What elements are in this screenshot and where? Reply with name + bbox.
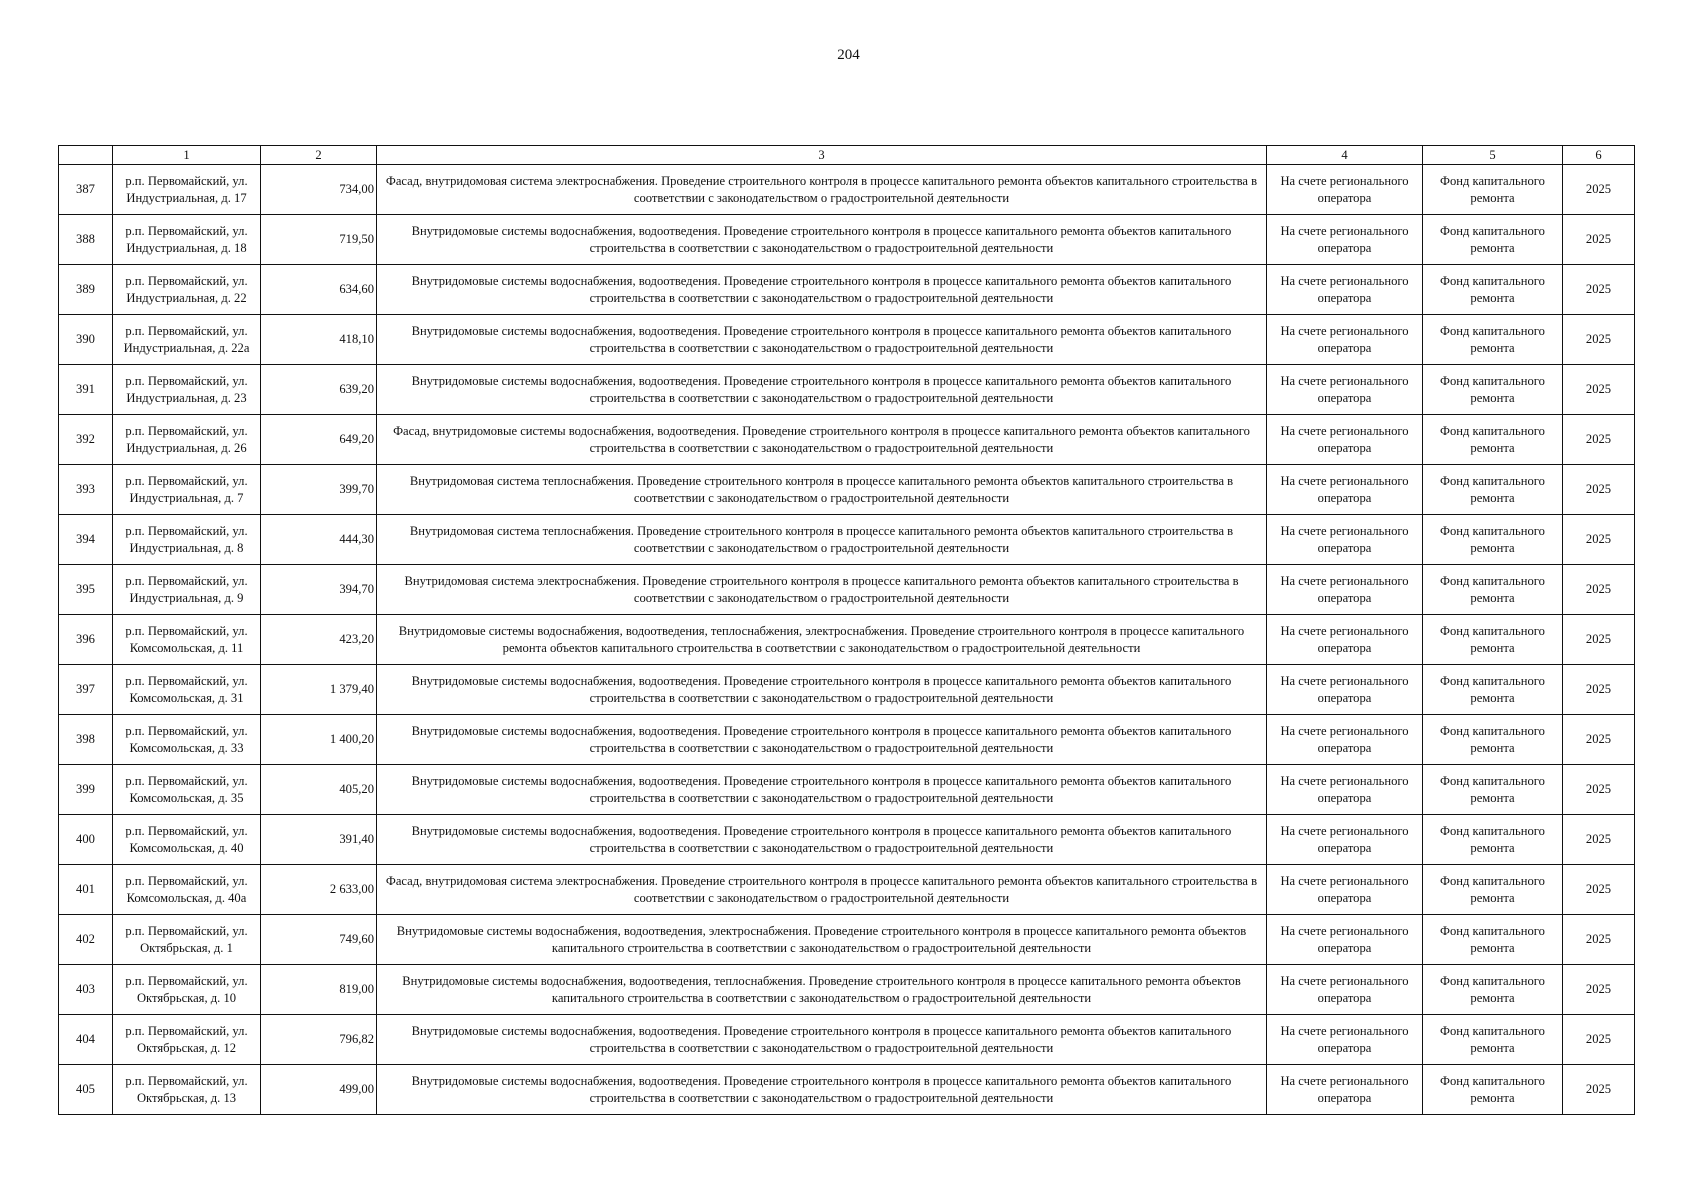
row-number: 397	[59, 665, 113, 715]
work-description-cell: Внутридомовые системы водоснабжения, водоотведения, электроснабжения. Проведение строительного контроля в процессе капитального ремонта объектов капитального строительства в соответствии с законодательством о градостроительной деятельности	[377, 915, 1267, 965]
row-number: 389	[59, 265, 113, 315]
address-cell: р.п. Первомайский, ул. Комсомольская, д. 40	[113, 815, 261, 865]
table-row	[59, 515, 1635, 565]
table-row	[59, 715, 1635, 765]
funding-source-cell: Фонд капитального ремонта	[1423, 165, 1563, 215]
header-cell-3: 3	[377, 146, 1267, 165]
year-cell: 2025	[1563, 865, 1635, 915]
area-cell: 819,00	[261, 965, 377, 1015]
address-cell: р.п. Первомайский, ул. Индустриальная, д. 22а	[113, 315, 261, 365]
header-cell-num	[59, 146, 113, 165]
table-row	[59, 365, 1635, 415]
area-cell: 639,20	[261, 365, 377, 415]
table-row	[59, 165, 1635, 215]
header-row	[59, 146, 1635, 165]
work-description-cell: Внутридомовые системы водоснабжения, водоотведения, теплоснабжения. Проведение строительного контроля в процессе капитального ремонта объектов капитального строительства в соответствии с законодательством о градостроительной деятельности	[377, 965, 1267, 1015]
work-description-cell: Внутридомовые системы водоснабжения, водоотведения. Проведение строительного контроля в процессе капитального ремонта объектов капитального строительства в соответствии с законодательством о градостроительной деятельности	[377, 815, 1267, 865]
row-number: 405	[59, 1065, 113, 1115]
funding-source-cell: Фонд капитального ремонта	[1423, 415, 1563, 465]
year-cell: 2025	[1563, 215, 1635, 265]
area-cell: 634,60	[261, 265, 377, 315]
year-cell: 2025	[1563, 565, 1635, 615]
header-cell-1: 1	[113, 146, 261, 165]
year-cell: 2025	[1563, 715, 1635, 765]
year-cell: 2025	[1563, 1065, 1635, 1115]
year-cell: 2025	[1563, 315, 1635, 365]
row-number: 403	[59, 965, 113, 1015]
funding-source-cell: Фонд капитального ремонта	[1423, 215, 1563, 265]
year-cell: 2025	[1563, 415, 1635, 465]
account-method-cell: На счете регионального оператора	[1267, 965, 1423, 1015]
row-number: 388	[59, 215, 113, 265]
table-body	[59, 165, 1635, 1115]
year-cell: 2025	[1563, 265, 1635, 315]
repair-program-table	[58, 145, 1635, 1115]
year-cell: 2025	[1563, 465, 1635, 515]
address-cell: р.п. Первомайский, ул. Индустриальная, д. 26	[113, 415, 261, 465]
funding-source-cell: Фонд капитального ремонта	[1423, 615, 1563, 665]
table-row	[59, 865, 1635, 915]
table-row	[59, 665, 1635, 715]
year-cell: 2025	[1563, 365, 1635, 415]
funding-source-cell: Фонд капитального ремонта	[1423, 765, 1563, 815]
area-cell: 499,00	[261, 1065, 377, 1115]
table-row	[59, 465, 1635, 515]
funding-source-cell: Фонд капитального ремонта	[1423, 465, 1563, 515]
area-cell: 734,00	[261, 165, 377, 215]
account-method-cell: На счете регионального оператора	[1267, 215, 1423, 265]
year-cell: 2025	[1563, 1015, 1635, 1065]
table-row	[59, 765, 1635, 815]
page-number: 204	[837, 47, 860, 63]
area-cell: 391,40	[261, 815, 377, 865]
area-cell: 749,60	[261, 915, 377, 965]
account-method-cell: На счете регионального оператора	[1267, 915, 1423, 965]
work-description-cell: Внутридомовые системы водоснабжения, водоотведения. Проведение строительного контроля в процессе капитального ремонта объектов капитального строительства в соответствии с законодательством о градостроительной деятельности	[377, 215, 1267, 265]
account-method-cell: На счете регионального оператора	[1267, 265, 1423, 315]
account-method-cell: На счете регионального оператора	[1267, 765, 1423, 815]
address-cell: р.п. Первомайский, ул. Комсомольская, д. 33	[113, 715, 261, 765]
funding-source-cell: Фонд капитального ремонта	[1423, 365, 1563, 415]
work-description-cell: Внутридомовые системы водоснабжения, водоотведения. Проведение строительного контроля в процессе капитального ремонта объектов капитального строительства в соответствии с законодательством о градостроительной деятельности	[377, 1015, 1267, 1065]
row-number: 400	[59, 815, 113, 865]
account-method-cell: На счете регионального оператора	[1267, 365, 1423, 415]
address-cell: р.п. Первомайский, ул. Индустриальная, д. 8	[113, 515, 261, 565]
work-description-cell: Внутридомовые системы водоснабжения, водоотведения. Проведение строительного контроля в процессе капитального ремонта объектов капитального строительства в соответствии с законодательством о градостроительной деятельности	[377, 1065, 1267, 1115]
funding-source-cell: Фонд капитального ремонта	[1423, 1015, 1563, 1065]
year-cell: 2025	[1563, 815, 1635, 865]
area-cell: 444,30	[261, 515, 377, 565]
address-cell: р.п. Первомайский, ул. Индустриальная, д. 7	[113, 465, 261, 515]
address-cell: р.п. Первомайский, ул. Индустриальная, д. 17	[113, 165, 261, 215]
row-number: 392	[59, 415, 113, 465]
funding-source-cell: Фонд капитального ремонта	[1423, 915, 1563, 965]
table-row	[59, 815, 1635, 865]
area-cell: 423,20	[261, 615, 377, 665]
area-cell: 405,20	[261, 765, 377, 815]
year-cell: 2025	[1563, 665, 1635, 715]
account-method-cell: На счете регионального оператора	[1267, 465, 1423, 515]
table-row	[59, 1065, 1635, 1115]
area-cell: 1 400,20	[261, 715, 377, 765]
row-number: 395	[59, 565, 113, 615]
year-cell: 2025	[1563, 765, 1635, 815]
table-row	[59, 1015, 1635, 1065]
year-cell: 2025	[1563, 965, 1635, 1015]
row-number: 404	[59, 1015, 113, 1065]
address-cell: р.п. Первомайский, ул. Индустриальная, д. 18	[113, 215, 261, 265]
row-number: 399	[59, 765, 113, 815]
row-number: 402	[59, 915, 113, 965]
account-method-cell: На счете регионального оператора	[1267, 665, 1423, 715]
work-description-cell: Внутридомовые системы водоснабжения, водоотведения. Проведение строительного контроля в процессе капитального ремонта объектов капитального строительства в соответствии с законодательством о градостроительной деятельности	[377, 315, 1267, 365]
row-number: 387	[59, 165, 113, 215]
account-method-cell: На счете регионального оператора	[1267, 865, 1423, 915]
work-description-cell: Фасад, внутридомовая система электроснабжения. Проведение строительного контроля в процессе капитального ремонта объектов капитального строительства в соответствии с законодательством о градостроительной деятельности	[377, 865, 1267, 915]
funding-source-cell: Фонд капитального ремонта	[1423, 865, 1563, 915]
work-description-cell: Внутридомовая система электроснабжения. Проведение строительного контроля в процессе капитального ремонта объектов капитального строительства в соответствии с законодательством о градостроительной деятельности	[377, 565, 1267, 615]
row-number: 401	[59, 865, 113, 915]
table-row	[59, 215, 1635, 265]
area-cell: 649,20	[261, 415, 377, 465]
area-cell: 719,50	[261, 215, 377, 265]
work-description-cell: Внутридомовая система теплоснабжения. Проведение строительного контроля в процессе капитального ремонта объектов капитального строительства в соответствии с законодательством о градостроительной деятельности	[377, 465, 1267, 515]
work-description-cell: Фасад, внутридомовые системы водоснабжения, водоотведения. Проведение строительного контроля в процессе капитального ремонта объектов капитального строительства в соответствии с законодательством о градостроительной деятельности	[377, 415, 1267, 465]
area-cell: 394,70	[261, 565, 377, 615]
area-cell: 418,10	[261, 315, 377, 365]
year-cell: 2025	[1563, 165, 1635, 215]
account-method-cell: На счете регионального оператора	[1267, 615, 1423, 665]
work-description-cell: Внутридомовые системы водоснабжения, водоотведения. Проведение строительного контроля в процессе капитального ремонта объектов капитального строительства в соответствии с законодательством о градостроительной деятельности	[377, 715, 1267, 765]
row-number: 396	[59, 615, 113, 665]
work-description-cell: Внутридомовая система теплоснабжения. Проведение строительного контроля в процессе капитального ремонта объектов капитального строительства в соответствии с законодательством о градостроительной деятельности	[377, 515, 1267, 565]
funding-source-cell: Фонд капитального ремонта	[1423, 815, 1563, 865]
account-method-cell: На счете регионального оператора	[1267, 715, 1423, 765]
account-method-cell: На счете регионального оператора	[1267, 1015, 1423, 1065]
work-description-cell: Внутридомовые системы водоснабжения, водоотведения. Проведение строительного контроля в процессе капитального ремонта объектов капитального строительства в соответствии с законодательством о градостроительной деятельности	[377, 265, 1267, 315]
row-number: 394	[59, 515, 113, 565]
header-cell-6: 6	[1563, 146, 1635, 165]
address-cell: р.п. Первомайский, ул. Индустриальная, д. 22	[113, 265, 261, 315]
table-row	[59, 415, 1635, 465]
row-number: 393	[59, 465, 113, 515]
address-cell: р.п. Первомайский, ул. Октябрьская, д. 12	[113, 1015, 261, 1065]
row-number: 390	[59, 315, 113, 365]
table-row	[59, 315, 1635, 365]
funding-source-cell: Фонд капитального ремонта	[1423, 665, 1563, 715]
address-cell: р.п. Первомайский, ул. Октябрьская, д. 1	[113, 915, 261, 965]
area-cell: 2 633,00	[261, 865, 377, 915]
address-cell: р.п. Первомайский, ул. Октябрьская, д. 10	[113, 965, 261, 1015]
address-cell: р.п. Первомайский, ул. Индустриальная, д. 23	[113, 365, 261, 415]
address-cell: р.п. Первомайский, ул. Индустриальная, д. 9	[113, 565, 261, 615]
funding-source-cell: Фонд капитального ремонта	[1423, 515, 1563, 565]
work-description-cell: Внутридомовые системы водоснабжения, водоотведения, теплоснабжения, электроснабжения. Проведение строительного контроля в процессе капитального ремонта объектов капитального строительства в соответствии с законодательством о градостроительной деятельности	[377, 615, 1267, 665]
work-description-cell: Внутридомовые системы водоснабжения, водоотведения. Проведение строительного контроля в процессе капитального ремонта объектов капитального строительства в соответствии с законодательством о градостроительной деятельности	[377, 665, 1267, 715]
funding-source-cell: Фонд капитального ремонта	[1423, 565, 1563, 615]
account-method-cell: На счете регионального оператора	[1267, 1065, 1423, 1115]
account-method-cell: На счете регионального оператора	[1267, 165, 1423, 215]
funding-source-cell: Фонд капитального ремонта	[1423, 1065, 1563, 1115]
funding-source-cell: Фонд капитального ремонта	[1423, 965, 1563, 1015]
account-method-cell: На счете регионального оператора	[1267, 815, 1423, 865]
address-cell: р.п. Первомайский, ул. Комсомольская, д. 11	[113, 615, 261, 665]
row-number: 398	[59, 715, 113, 765]
funding-source-cell: Фонд капитального ремонта	[1423, 315, 1563, 365]
account-method-cell: На счете регионального оператора	[1267, 515, 1423, 565]
header-cell-2: 2	[261, 146, 377, 165]
work-description-cell: Внутридомовые системы водоснабжения, водоотведения. Проведение строительного контроля в процессе капитального ремонта объектов капитального строительства в соответствии с законодательством о градостроительной деятельности	[377, 365, 1267, 415]
table-row	[59, 565, 1635, 615]
area-cell: 796,82	[261, 1015, 377, 1065]
funding-source-cell: Фонд капитального ремонта	[1423, 715, 1563, 765]
year-cell: 2025	[1563, 915, 1635, 965]
table-row	[59, 265, 1635, 315]
year-cell: 2025	[1563, 515, 1635, 565]
funding-source-cell: Фонд капитального ремонта	[1423, 265, 1563, 315]
year-cell: 2025	[1563, 615, 1635, 665]
area-cell: 399,70	[261, 465, 377, 515]
row-number: 391	[59, 365, 113, 415]
header-cell-5: 5	[1423, 146, 1563, 165]
address-cell: р.п. Первомайский, ул. Комсомольская, д. 31	[113, 665, 261, 715]
table-row	[59, 965, 1635, 1015]
table-row	[59, 915, 1635, 965]
area-cell: 1 379,40	[261, 665, 377, 715]
table-row	[59, 615, 1635, 665]
account-method-cell: На счете регионального оператора	[1267, 415, 1423, 465]
header-cell-4: 4	[1267, 146, 1423, 165]
work-description-cell: Внутридомовые системы водоснабжения, водоотведения. Проведение строительного контроля в процессе капитального ремонта объектов капитального строительства в соответствии с законодательством о градостроительной деятельности	[377, 765, 1267, 815]
account-method-cell: На счете регионального оператора	[1267, 565, 1423, 615]
address-cell: р.п. Первомайский, ул. Комсомольская, д. 40а	[113, 865, 261, 915]
work-description-cell: Фасад, внутридомовая система электроснабжения. Проведение строительного контроля в процессе капитального ремонта объектов капитального строительства в соответствии с законодательством о градостроительной деятельности	[377, 165, 1267, 215]
address-cell: р.п. Первомайский, ул. Комсомольская, д. 35	[113, 765, 261, 815]
account-method-cell: На счете регионального оператора	[1267, 315, 1423, 365]
address-cell: р.п. Первомайский, ул. Октябрьская, д. 13	[113, 1065, 261, 1115]
